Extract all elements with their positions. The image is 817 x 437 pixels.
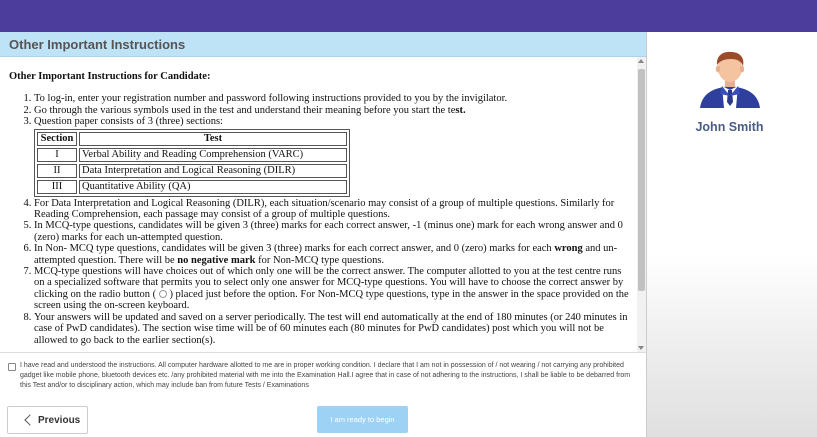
section-header <box>0 32 646 57</box>
test-cell: Data Interpretation and Logical Reasoning (DILR) <box>79 164 347 178</box>
instructions-list <box>34 93 631 346</box>
scroll-down-icon[interactable] <box>638 346 644 350</box>
column-header-section: Section <box>37 132 77 146</box>
table-row <box>37 148 347 162</box>
scroll-up-icon[interactable] <box>638 59 644 63</box>
table-header-row <box>37 132 347 146</box>
agree-checkbox[interactable] <box>8 363 16 371</box>
section-cell: III <box>37 180 77 194</box>
list-item: 3. Question paper consists of 3 (three) sections: Section Test I Verbal Ability and Reading Comprehension (VARC) II Data Interpretation and Logical Reasoning (DILR) III Quantitative Ability (QA) <box>34 116 631 196</box>
sections-table <box>34 129 350 197</box>
page-title: Other Important Instructions <box>9 37 186 52</box>
radio-button-icon <box>159 290 167 298</box>
test-cell: Quantitative Ability (QA) <box>79 180 347 194</box>
list-item: 2. Go through the various symbols used in the test and understand their meaning before you start the test. <box>34 105 631 116</box>
list-item: 6. In Non- MCQ type questions, candidates will be given 3 (three) marks for each correct answer, and 0 (zero) marks for each wrong and un-attempted question. There will be no negative mark for Non-MCQ type questions. <box>34 243 631 266</box>
chevron-left-icon <box>24 414 35 425</box>
top-bar <box>0 0 817 32</box>
instructions-scroll-area[interactable] <box>0 57 646 352</box>
ready-to-begin-button[interactable]: I am ready to begin <box>317 406 408 433</box>
list-item: 1. To log-in, enter your registration number and password following instructions provided to you by the invigilator. <box>34 93 631 104</box>
user-name: John Smith <box>695 120 764 134</box>
list-item: 4. For Data Interpretation and Logical Reasoning (DILR), each situation/scenario may consist of a group of multiple questions. Similarly for Reading Comprehension, each passage may consist of a group of multiple questions. <box>34 198 631 221</box>
table-row <box>37 164 347 178</box>
scrollbar-thumb[interactable] <box>638 69 645 291</box>
profile-panel <box>646 32 817 437</box>
avatar <box>698 50 762 108</box>
column-header-test: Test <box>79 132 347 146</box>
footer-actions <box>0 352 646 437</box>
instructions-heading: Other Important Instructions for Candidate: <box>9 71 211 82</box>
instructions-panel <box>0 32 646 437</box>
vertical-scrollbar[interactable] <box>637 57 646 352</box>
list-item: 7. MCQ-type questions will have choices out of which only one will be the correct answer. The computer allotted to you at the test centre runs on a specialized software that permits you to select only one answer for MCQ-type questions. You will have to choose the correct answer by clicking on the radio button ( ) placed just before the option. For Non-MCQ type questions, type in the answer in the space provided on the screen using the on-screen keyboard. <box>34 266 631 312</box>
instructions-content <box>9 71 631 346</box>
section-cell: II <box>37 164 77 178</box>
previous-button[interactable] <box>7 406 88 434</box>
table-row <box>37 180 347 194</box>
list-item: 8. Your answers will be updated and saved on a server periodically. The test will end automatically at the end of 180 minutes (or 240 minutes in case of PwD candidates). The section wise time will be of 60 minutes each (80 minutes for PwD candidates) post which you will not be allowed to go back to the earlier section(s). <box>34 312 631 346</box>
previous-button-label: Previous <box>38 415 81 426</box>
test-cell: Verbal Ability and Reading Comprehension (VARC) <box>79 148 347 162</box>
section-cell: I <box>37 148 77 162</box>
list-item: 5. In MCQ-type questions, candidates will be given 3 (three) marks for each correct answer, -1 (minus one) mark for each wrong answer and 0 (zero) marks for each un-attempted question. <box>34 220 631 243</box>
agreement-text: I have read and understood the instructions. All computer hardware allotted to me are in proper working condition. I declare that I am not in possession of / not wearing / not carrying any prohibited gadget like mobile phone, bluetooth devices etc. /any prohibited material with me into the Examination Hall.I agree that in case of not adhering to the instructions, I shall be liable to be debarred from this Test and/or to disciplinary action, which may include ban from future Tests / Examinations <box>20 362 631 389</box>
